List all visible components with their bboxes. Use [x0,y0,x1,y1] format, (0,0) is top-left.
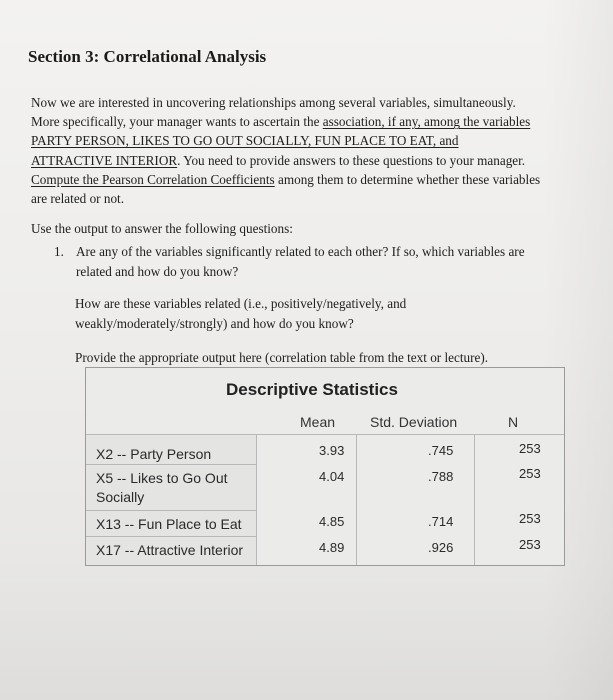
intro-line-4-underlined: ATTRACTIVE INTERIOR [31,152,178,168]
x13-n: 253 [519,511,541,526]
intro-line-1: Now we are interested in uncovering relationships among several variables, simultaneously. [31,95,516,110]
how-related-line-1: How are these variables related (i.e., positively/negatively, and [75,296,407,311]
intro-line-2-underlined: association, if any, among the variables [322,114,531,130]
row-label-x5 [96,469,228,507]
how-related-line-2: weakly/moderately/strongly) and how do you know? [75,316,354,331]
row-label-x5-line-2: Socially [96,489,145,505]
x2-n: 253 [519,441,541,456]
x13-mean: 4.85 [319,514,345,529]
x17-n: 253 [519,537,541,552]
header-divider [86,434,564,435]
intro-line-2 [31,112,571,131]
x5-sd: .788 [428,469,454,484]
intro-line-4-text: . You need to provide answers to these questions to your manager. [177,152,526,168]
intro-line-5-text: among them to determine whether these variables [274,171,541,187]
x2-mean: 3.93 [319,443,345,458]
table-title: Descriptive Statistics [226,380,398,399]
intro-line-6: are related or not. [31,191,124,207]
row-label-x17: X17 -- Attractive Interior [96,542,244,558]
intro-line-5 [31,170,571,189]
descriptive-statistics-table [85,367,565,566]
x5-n: 253 [519,466,541,481]
sd-column-divider [474,434,475,565]
question-1-line-2: related and how do you know? [76,264,239,279]
mean-column-divider [356,434,357,565]
x13-sd: .714 [428,514,454,529]
row-divider [86,510,256,511]
x2-sd: .745 [428,443,454,458]
header-mean: Mean [300,414,336,430]
intro-line-5-underlined: Compute the Pearson Correlation Coefficients [31,171,275,187]
use-output-instruction: Use the output to answer the following questions: [31,221,293,236]
question-1-number: 1. [54,244,64,259]
header-n: N [508,414,519,430]
x5-mean: 4.04 [319,469,345,484]
intro-line-4 [31,151,571,170]
x17-sd: .926 [428,540,454,555]
label-column-divider [256,434,257,565]
section-title: Section 3: Correlational Analysis [28,47,267,66]
row-label-x5-line-1: X5 -- Likes to Go Out [96,470,228,486]
row-label-x2: X2 -- Party Person [96,446,212,462]
header-std-deviation: Std. Deviation [370,414,458,430]
intro-line-2-text: More specifically, your manager wants to ascertain the [31,114,323,130]
intro-paragraph [31,93,571,208]
intro-line-3: PARTY PERSON, LIKES TO GO OUT SOCIALLY, FUN PLACE TO EAT, and [31,133,459,149]
provide-output-instruction: Provide the appropriate output here (correlation table from the text or lecture). [75,350,489,365]
row-label-x13: X13 -- Fun Place to Eat [96,516,242,532]
question-1-line-1: Are any of the variables significantly related to each other? If so, which variables are [76,244,525,259]
how-related-question [75,294,406,334]
row-divider [86,536,256,537]
row-divider [86,464,256,465]
x17-mean: 4.89 [319,540,345,555]
